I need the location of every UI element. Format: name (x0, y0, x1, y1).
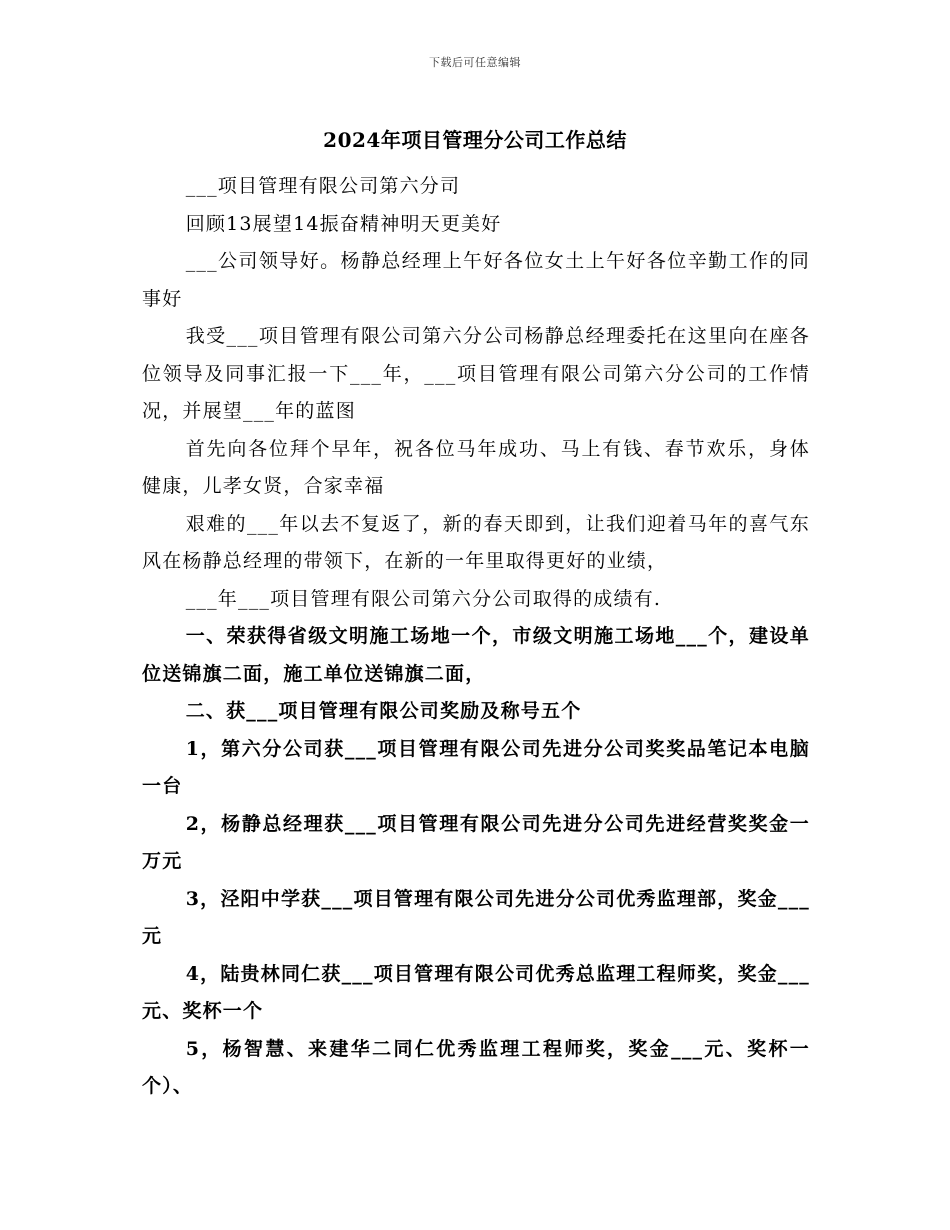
document-body (142, 168, 810, 1106)
header-note: 下载后可任意编辑 (429, 56, 521, 69)
paragraph-outlook: 艰难的___年以去不复返了，新的春天即到，让我们迎着马年的喜气东风在杨静总经理的带领下，在新的一年里取得更好的业绩， (142, 512, 810, 572)
list-item-award-1: 1，第六分公司获___项目管理有限公司先进分公司奖奖品笔记本电脑一台 (142, 737, 810, 797)
paragraph-slogan: 回顾13展望14振奋精神明天更美好 (185, 212, 502, 235)
document-title: 2024年项目管理分公司工作总结 (323, 128, 627, 152)
list-item-award-2: 2，杨静总经理获___项目管理有限公司先进分公司先进经营奖奖金一万元 (142, 812, 810, 872)
paragraph-section-two: 二、获___项目管理有限公司奖励及称号五个 (185, 700, 582, 722)
paragraph-new-year-wishes: 首先向各位拜个早年，祝各位马年成功、马上有钱、春节欢乐，身体健康，儿孝女贤，合家幸福 (142, 437, 810, 497)
list-item-award-4: 4，陆贵林同仁获___项目管理有限公司优秀总监理工程师奖，奖金___元、奖杯一个 (142, 962, 810, 1022)
paragraph-company-name: ___项目管理有限公司第六分司 (185, 175, 461, 197)
list-item-award-3: 3，泾阳中学获___项目管理有限公司先进分公司优秀监理部，奖金___元 (142, 887, 810, 947)
paragraph-achievements-intro: ___年___项目管理有限公司第六分公司取得的成绩有. (185, 587, 662, 610)
paragraph-report-intro: 我受___项目管理有限公司第六分公司杨静总经理委托在这里向在座各位领导及同事汇报一下___年，___项目管理有限公司第六分公司的工作情况，并展望___年的蓝图 (142, 325, 810, 422)
paragraph-section-one: 一、荣获得省级文明施工场地一个，市级文明施工场地___个，建设单位送锦旗二面，施工单位送锦旗二面， (142, 625, 810, 685)
list-item-award-5: 5，杨智慧、来建华二同仁优秀监理工程师奖，奖金___元、奖杯一个）、 (142, 1037, 810, 1097)
paragraph-greeting: ___公司领导好。杨静总经理上午好各位女土上午好各位辛勤工作的同事好 (142, 250, 810, 310)
